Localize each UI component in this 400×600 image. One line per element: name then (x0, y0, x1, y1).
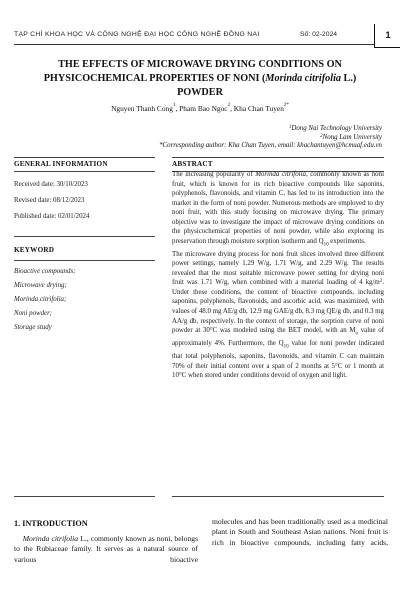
section-rule (14, 236, 155, 237)
general-info-heading: GENERAL INFORMATION (14, 160, 108, 168)
author-name: Pham Bao Ngoc (179, 104, 228, 113)
author-name: Kha Chan Tuyen (233, 104, 284, 113)
affiliation: $^2$Nong Lam University (320, 134, 382, 141)
section-rule (14, 171, 155, 172)
abstract-heading: ABSTRACT (172, 160, 213, 168)
section-rule (14, 496, 155, 497)
page-number: 1 (374, 24, 400, 48)
keyword-item: Microwave drying; (14, 282, 67, 289)
intro-heading: 1. INTRODUCTION (14, 519, 88, 528)
abstract-body (172, 170, 384, 381)
author-list: Nguyen Thanh Cong$^1$, Pham Bao Ngoc$^2$, Kha Chan Tuyen$^{2*}$ (111, 103, 289, 113)
affiliation: $^1$Dong Nai Technology University (288, 125, 382, 132)
abstract-paragraph: The microwave drying process for noni fruit slices involved three different power settings, namely 1.29 W/g, 1.71 W/g, and 2.29 W/g. The results revealed that the most suitable microwave power setting for drying noni fruit was 1.71 W/g, when combined with a material loading of 4 $kg/m^2$. Under these conditions, the content of bioactive compounds, including saponins, polyphenols, flavonoids, and ascorbic acid, was maximized, with values of 48.0 mg AE/g db, 12.9 mg GAE/g db, 8.3 mg QE/g db, and 0.3 mg AA/g db, respectively. In the context of storage, the sorption curve of noni powder at 30°C was modeled using the BET model, with an $M_o$ value of approximately 4%. Furthermore, the $Q_{10}$ value for noni powder indicated that total polyphenols, saponins, flavonoids, and vitamin C can maintain 70% of their initial content over a span of 2 months at 5°C or 1 month at 10°C when stored under conditions devoid of oxygen and light. (172, 250, 385, 380)
intro-right-column: molecules and has been traditionally used as a medicinal plant in South and Southeast Asian nations. Noni fruit is rich in bioactive compounds, including fatty acids, (212, 517, 388, 547)
section-rule (172, 496, 384, 497)
corresponding-author: *Corresponding author: Kha Chan Tuyen, email: khachantuyen@hcmuaf.edu.vn (159, 142, 382, 149)
abstract-paragraph: The increasing popularity of Morinda citrifolia, commonly known as noni fruit, which is known for its rich bioactive compounds like saponins, polyphenols, flavonoids, and vitamin C, has led to its introduction into the market in the form of noni powder. Numerous methods are employed to dry noni fruit, with this study focusing on microwave drying. The primary objective was to investigate the impact of microwave drying conditions on the physicochemical properties of noni powder, while also exploring its preservation through moisture sorption isotherm and $Q_{10}$ experiments. (172, 171, 384, 248)
keyword-item: Bioactive compounds; (14, 268, 76, 275)
published-date: Published date: 02/01/2024 (14, 213, 90, 220)
section-rule (14, 157, 155, 158)
keyword-heading: KEYWORD (14, 246, 55, 254)
intro-left-column: Morinda citrifolia L., commonly known as noni, belongs to the Rubiaceae family. It serves as a natural source of various bioactive (14, 534, 199, 564)
journal-name: TẠP CHÍ KHOA HỌC VÀ CÔNG NGHỆ ĐẠI HỌC CÔNG NGHỆ ĐỒNG NAI (14, 31, 260, 38)
keyword-item: Noni powder; (14, 310, 53, 317)
received-date: Received date: 30/10/2023 (14, 181, 88, 188)
section-rule (14, 260, 155, 261)
title-line-1: THE EFFECTS OF MICROWAVE DRYING CONDITIONS ON (58, 59, 342, 70)
issue-number: Số: 02-2024 (300, 31, 338, 38)
paper-title (14, 58, 386, 100)
revised-date: Revised date: 08/12/2023 (14, 197, 85, 204)
title-line-3: POWDER (177, 87, 223, 98)
keyword-item: Storage study (14, 324, 52, 331)
author-name: Nguyen Thanh Cong (111, 104, 173, 113)
title-line-2: PHYSICOCHEMICAL PROPERTIES OF NONI (Morinda citrifolia L.) (43, 73, 357, 84)
header-rule (14, 44, 374, 45)
keyword-item: Morinda citrifolia; (14, 296, 67, 303)
section-rule (172, 157, 384, 158)
